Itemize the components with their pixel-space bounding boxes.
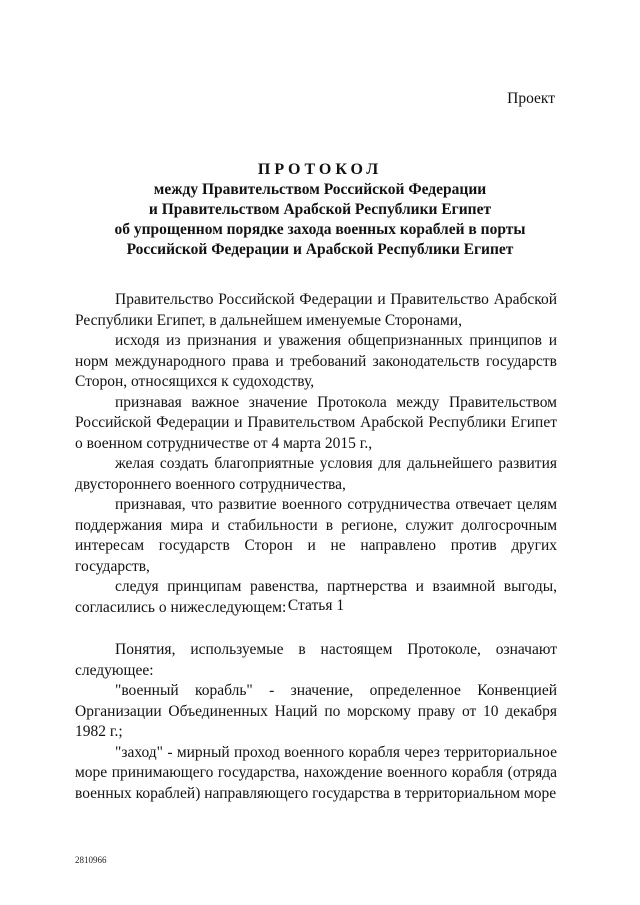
- article-paragraph: "военный корабль" - значение, определенное Конвенцией Организации Объединенных Наций по морскому праву от 10 декабря 1982 г.;: [75, 682, 557, 740]
- article-paragraph: Понятия, используемые в настоящем Протоколе, означают следующее:: [75, 641, 557, 679]
- article-paragraph: "заход" - мирный проход военного корабля через территориальное море принимающего государства, нахождение военного корабля (отряда военных кораблей) направляющего государства в территориальном море: [75, 743, 557, 802]
- draft-stamp: Проект: [507, 90, 555, 107]
- preamble-paragraph: следуя принципам равенства, партнерства и взаимной выгоды, согласились о нижеследующем:: [75, 578, 557, 616]
- title-line: об упрощенном порядке захода военных кораблей в порты: [114, 221, 526, 238]
- preamble-paragraph: признавая, что развитие военного сотрудничества отвечает целям поддержания мира и стабильности в регионе, служит долгосрочным интересам государств Сторон и не направлено против других государств,: [75, 496, 557, 575]
- document-code: 2810966: [75, 855, 107, 865]
- article-body: [75, 640, 557, 804]
- article-heading: Статья 1: [287, 597, 345, 614]
- document-title: [60, 160, 580, 260]
- preamble-paragraph: Правительство Российской Федерации и Правительство Арабской Республики Египет, в дальнейшем именуемые Сторонами,: [75, 291, 557, 329]
- title-line: Российской Федерации и Арабской Республики Египет: [126, 241, 514, 258]
- title-line: и Правительством Арабской Республики Египет: [148, 201, 492, 218]
- title-main: ПРОТОКОЛ: [257, 161, 383, 178]
- title-line: между Правительством Российской Федерации: [153, 181, 487, 198]
- preamble-paragraph: исходя из признания и уважения общепризнанных принципов и норм международного права и требований законодательств государств Сторон, относящихся к судоходству,: [75, 332, 557, 390]
- preamble: [75, 290, 557, 618]
- preamble-paragraph: признавая важное значение Протокола между Правительством Российской Федерации и Правительством Арабской Республики Египет о военном сотрудничестве от 4 марта 2015 г.,: [75, 393, 557, 452]
- preamble-paragraph: желая создать благоприятные условия для дальнейшего развития двустороннего военного сотрудничества,: [75, 455, 557, 493]
